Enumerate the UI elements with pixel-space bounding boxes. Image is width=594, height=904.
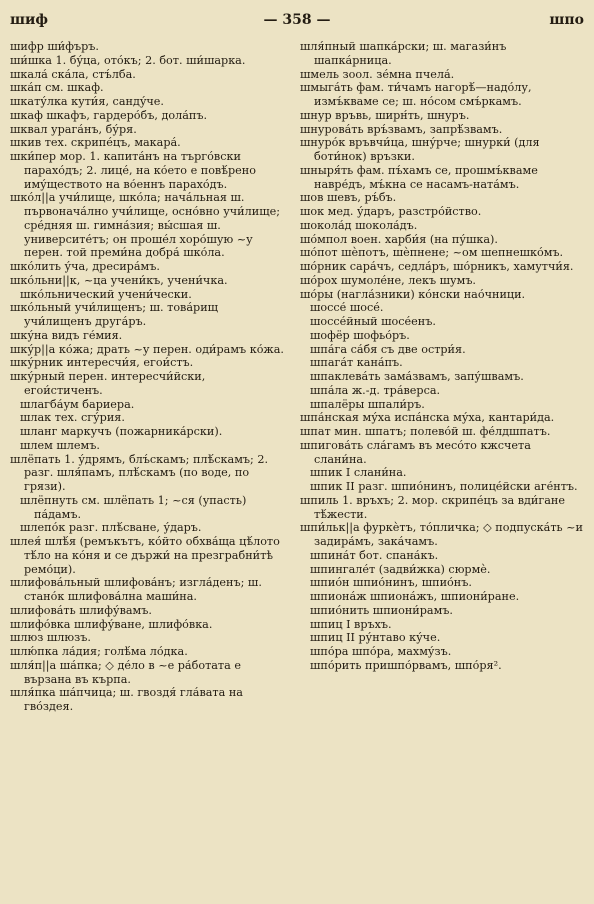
- dictionary-entry: шо́мпол воен. харби́я (на пу́шка).: [300, 232, 498, 246]
- dictionary-entry: шо́рох шумоле́не, лекъ шумъ.: [300, 273, 476, 287]
- left-column: [10, 40, 285, 714]
- dictionary-entry: шля́пный шапка́рски; ш. магази́нъ шапка́рница.: [300, 40, 507, 67]
- dictionary-entry: шку́рный перен. интересчи́йски, егои́стиченъ.: [10, 370, 206, 397]
- dictionary-entry: шлёпать 1. у́дрямъ, блъ́скамъ; плѣ́скамъ; 2. разг. шля́памъ, плѣ́скамъ (по воде, по грязи).: [10, 452, 269, 493]
- dictionary-entry: шпиц II ру́нтаво ку́че.: [310, 631, 441, 645]
- dictionary-entry: шпигова́ть сла́гамъ въ месо́то кжсчета слани́на.: [300, 438, 531, 466]
- dictionary-entry: шофёр шофьо́ръ.: [310, 328, 410, 342]
- dictionary-entry: шквал урага́нъ, бу́ря.: [10, 122, 137, 136]
- dictionary-entry: шоссе́ шосе́.: [310, 301, 384, 315]
- dictionary-entry: шпик I слани́на.: [310, 466, 407, 480]
- dictionary-entry: шпиль 1. връхъ; 2. мор. скрипе́цъ за вди́гане тѣ́жести.: [300, 493, 565, 521]
- right-column: [300, 40, 584, 673]
- dictionary-entry: шлифова́ть шлифу́вамъ.: [10, 603, 152, 617]
- page-header: [10, 12, 584, 32]
- dictionary-entry: шкив тех. скрипе́цъ, макара́.: [10, 136, 181, 150]
- dictionary-entry: шка́п см. шкаф.: [10, 81, 104, 95]
- dictionary-entry: шпаклева́ть зама́звамъ, запу́швамъ.: [310, 370, 524, 383]
- dictionary-entry: шки́пер мор. 1. капита́нъ на търго́вски парахо́дъ; 2. лице́, на ко́ето е повѣ́рено иму́ществото на во́еннъ парахо́дъ.: [10, 150, 256, 191]
- dictionary-entry: шпо́рить пришпо́рвамъ, шпо́ря².: [310, 658, 502, 672]
- dictionary-entry: шпат мин. шпатъ; полево́й ш. фе́лдшпатъ.: [300, 425, 551, 438]
- dictionary-entry: шпио́нить шпиони́рамъ.: [310, 603, 453, 617]
- dictionary-entry: шлак тех. сгу́рия.: [20, 411, 125, 425]
- dictionary-entry: шпина́т бот. спана́къ.: [310, 548, 439, 562]
- dictionary-entry: шко́л||а учи́лище, шко́ла; нача́льная ш. първонача́лно учи́лище, осно́вно учи́лище; сре́дняя ш. гимна́зия; вы́сшая ш. университе́тъ; он проше́л хоро́шую ~у перен. той преми́на добра́ шко́ла.: [10, 191, 280, 260]
- dictionary-entry: шко́льнический учени́чески.: [20, 287, 192, 301]
- dictionary-entry: шпо́ра шпо́ра, махму́зъ.: [310, 645, 452, 658]
- dictionary-entry: шкату́лка кути́я, санду́че.: [10, 95, 164, 108]
- dictionary-entry: шо́ры (нагла́зники) ко́нски нао́чници.: [300, 287, 526, 301]
- dictionary-entry: шок мед. у́даръ, разстро́йство.: [300, 205, 482, 218]
- dictionary-entry: шко́льный учи́лищенъ; ш. това́рищ учи́лищенъ друга́ръ.: [10, 301, 219, 328]
- dictionary-entry: шнур връвь, ширн́ть, шнуръ.: [300, 108, 470, 122]
- dictionary-entry: шпа́га са́бя съ две остри́я.: [310, 342, 466, 356]
- dictionary-entry: шифр ши́фъръ.: [10, 40, 99, 53]
- dictionary-entry: шлем шлемъ.: [20, 438, 100, 452]
- dictionary-entry: шпик II разг. шпио́нинъ, полице́йски аге́нтъ.: [310, 480, 578, 493]
- dictionary-entry: шоссе́йный шосе́енъ.: [310, 315, 436, 328]
- dictionary-entry: шлифова́льный шлифова́нъ; изгла́денъ; ш. стано́к шлифова́лна маши́на.: [10, 576, 262, 603]
- dictionary-entry: шпага́т кана́пъ.: [310, 356, 403, 370]
- dictionary-entry: шлёпнуть см. шлёпать 1; ~ся (упасть) па́дамъ.: [20, 493, 247, 521]
- dictionary-entry: шпиона́ж шпиона́жъ, шпиони́ране.: [310, 590, 520, 603]
- dictionary-entry: шлифо́вка шлифу́ване, шлифо́вка.: [10, 617, 213, 631]
- dictionary-entry: шо́пот шѐпотъ, шѐпнене; ~ом шепнешко́мъ.: [300, 246, 564, 260]
- dictionary-entry: шпа́ла ж.-д. тра́верса.: [310, 383, 441, 397]
- dictionary-entry: шпиц I връхъ.: [310, 617, 392, 631]
- dictionary-entry: шлея́ шлѣ́я (ремъкътъ, ко́йто обхва́ща цѣ́лото тѣ́ло на ко́ня и се държи́ на презграбни́тѣ ремо́ци).: [10, 535, 280, 576]
- dictionary-entry: шокола́д шокола́дъ.: [300, 218, 418, 232]
- dictionary-entry: ши́шка 1. бу́ца, ото́къ; 2. бот. ши́шарка.: [10, 53, 246, 67]
- dictionary-entry: шпио́н шпио́нинъ, шпио́нъ.: [310, 576, 472, 590]
- dictionary-entry: шланг маркучъ (пожарника́рски).: [20, 425, 223, 438]
- dictionary-entry: шныря́ть фам. пъ́хамъ се, прошмъ́кваме навре́дъ, мъ́кна се насамъ-ната́мъ.: [300, 163, 538, 191]
- dictionary-entry: шнуро́к връвчи́ца, шну́рче; шнурки́ (для боти́нок) връзки.: [300, 136, 540, 163]
- dictionary-entry: шкала́ ска́ла, стъ́лба.: [10, 67, 136, 81]
- dictionary-entry: шнурова́ть връ́звамъ, запрѣ́звамъ.: [300, 122, 503, 136]
- dictionary-entry: шпингале́т (задви́жка) сюрмѐ.: [310, 562, 491, 576]
- dictionary-entry: шку́р||а ко́жа; драть ~у перен. оди́рамъ ко́жа.: [10, 342, 284, 356]
- dictionary-entry: шля́п||а ша́пка; ◇ де́ло в ~е ра́ботата е вързана въ кърпа.: [10, 658, 241, 686]
- dictionary-entry: шку́рник интересчи́я, егои́стъ.: [10, 356, 194, 370]
- dictionary-entry: шлепо́к разг. плѣ́сване, у́даръ.: [20, 521, 202, 535]
- page-number: — 358 —: [263, 12, 331, 28]
- dictionary-entry: шля́пка ша́пчица; ш. гвоздя́ гла́вата на гво́здея.: [10, 686, 243, 713]
- dictionary-entry: шлагба́ум бариера.: [20, 397, 135, 411]
- dictionary-entry: шо́рник сара́чъ, седла́ръ, шо́рникъ, хамутчи́я.: [300, 260, 574, 273]
- dictionary-entry: шмель зоол. зе́мна пчела́.: [300, 67, 455, 81]
- dictionary-entry: шпи́льк||а фуркѐтъ, то́пличка; ◇ подпуска́ть ~и задира́мъ, зака́чамъ.: [300, 521, 584, 548]
- dictionary-entry: шмыга́ть фам. ти́чамъ нагорѣ́—надо́лу, измъ́кваме се; ш. но́сом смъ́ркамъ.: [300, 81, 532, 108]
- header-right-guide-word: шпо: [549, 12, 584, 28]
- dictionary-entry: шку́на видъ ге́мия.: [10, 328, 123, 342]
- dictionary-entry: шпа́нская му́ха испа́нска му́ха, кантари́да.: [300, 411, 555, 425]
- dictionary-entry: шлюз шлюзъ.: [10, 631, 91, 645]
- header-left-guide-word: шиф: [10, 12, 49, 28]
- dictionary-entry: шкаф шкафъ, гардеро́бъ, дола́пъ.: [10, 108, 208, 122]
- dictionary-entry: шов шевъ, ръ́бъ.: [300, 191, 397, 205]
- dictionary-entry: шко́лить у́ча, дресира́мъ.: [10, 260, 160, 273]
- dictionary-entry: шлю́пка ла́дия; голѣ́ма ло́дка.: [10, 645, 188, 658]
- dictionary-entry: шпалёры шпали́ръ.: [310, 397, 425, 411]
- dictionary-entry: шко́льни||к, ~ца учени́къ, учени́чка.: [10, 273, 228, 287]
